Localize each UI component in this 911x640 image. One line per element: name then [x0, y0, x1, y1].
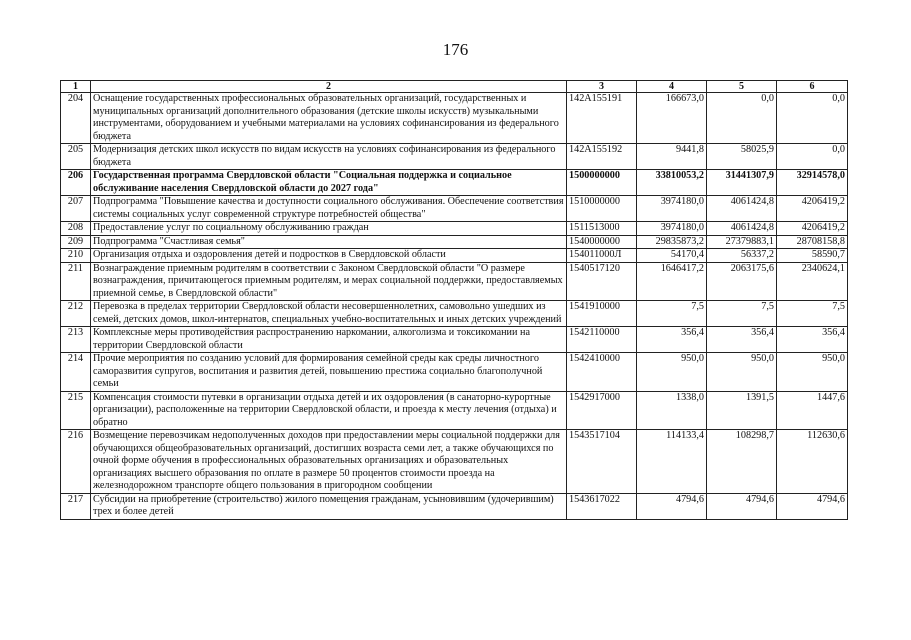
row-value-col4: 33810053,2: [637, 170, 707, 196]
row-value-col6: 950,0: [777, 353, 848, 392]
row-value-col6: 4794,6: [777, 493, 848, 519]
table-row: [61, 144, 848, 170]
row-code: 1540517120: [567, 262, 637, 301]
table-row: [61, 170, 848, 196]
row-code: 142А155191: [567, 93, 637, 144]
row-number: 214: [61, 353, 91, 392]
header-col-4: 4: [637, 81, 707, 93]
row-name: Возмещение перевозчикам недополученных доходов при предоставлении меры социальной поддержки для обучающихся общеобразовательных организаций, достигших возраста семи лет, а также обучающихся по очной форме обучения в профессиональных образовательных организациях и образовательных организациях высшего образования по оплате в размере 50 процентов стоимости проезда на железнодорожном транспорте общего пользования в пригородном сообщении: [91, 430, 567, 494]
header-col-2: 2: [91, 81, 567, 93]
row-value-col6: 4206419,2: [777, 196, 848, 222]
table-row: [61, 327, 848, 353]
row-value-col4: 356,4: [637, 327, 707, 353]
budget-table: [60, 80, 848, 520]
table-row: [61, 222, 848, 236]
row-value-col5: 356,4: [707, 327, 777, 353]
row-code: 1542410000: [567, 353, 637, 392]
row-value-col4: 1646417,2: [637, 262, 707, 301]
row-name: Комплексные меры противодействия распространению наркомании, алкоголизма и токсикомании на территории Свердловской области: [91, 327, 567, 353]
row-name: Подпрограмма "Повышение качества и доступности социального обслуживания. Обеспечение соответствия системы социальных услуг современной структуре потребностей общества": [91, 196, 567, 222]
row-value-col5: 31441307,9: [707, 170, 777, 196]
row-value-col5: 56337,2: [707, 249, 777, 263]
row-value-col6: 4206419,2: [777, 222, 848, 236]
table-row: [61, 391, 848, 430]
row-number: 210: [61, 249, 91, 263]
row-number: 211: [61, 262, 91, 301]
row-value-col5: 7,5: [707, 301, 777, 327]
row-value-col4: 9441,8: [637, 144, 707, 170]
row-code: 142А155192: [567, 144, 637, 170]
row-name: Модернизация детских школ искусств по видам искусств на условиях софинансирования из федерального бюджета: [91, 144, 567, 170]
row-name: Перевозка в пределах территории Свердловской области несовершеннолетних, самовольно ушедших из семей, детских домов, школ-интернатов, специальных учебно-воспитательных и иных детских учреждений: [91, 301, 567, 327]
row-code: 1540000000: [567, 235, 637, 249]
row-value-col4: 950,0: [637, 353, 707, 392]
row-value-col4: 3974180,0: [637, 222, 707, 236]
row-code: 1543517104: [567, 430, 637, 494]
row-value-col4: 1338,0: [637, 391, 707, 430]
row-name: Оснащение государственных профессиональных образовательных организаций, государственных и муниципальных организаций дополнительного образования (детские школы искусств) музыкальными инструментами, оборудованием и учебными материалами на условиях софинансирования из федерального бюджета: [91, 93, 567, 144]
row-name: Компенсация стоимости путевки в организации отдыха детей и их оздоровления (в санаторно-курортные организации), расположенные на территории Свердловской области, и проезда к месту лечения (отдыха) и обратно: [91, 391, 567, 430]
table-header-row: [61, 81, 848, 93]
row-value-col4: 166673,0: [637, 93, 707, 144]
row-number: 212: [61, 301, 91, 327]
row-value-col6: 32914578,0: [777, 170, 848, 196]
table-row: [61, 301, 848, 327]
row-number: 213: [61, 327, 91, 353]
row-value-col6: 28708158,8: [777, 235, 848, 249]
row-value-col6: 2340624,1: [777, 262, 848, 301]
row-value-col5: 0,0: [707, 93, 777, 144]
row-code: 1542110000: [567, 327, 637, 353]
header-col-1: 1: [61, 81, 91, 93]
row-value-col5: 4794,6: [707, 493, 777, 519]
row-value-col6: 58590,7: [777, 249, 848, 263]
row-value-col5: 1391,5: [707, 391, 777, 430]
row-value-col4: 114133,4: [637, 430, 707, 494]
row-code: 1542917000: [567, 391, 637, 430]
table-row: [61, 430, 848, 494]
table-row: [61, 235, 848, 249]
table-row: [61, 93, 848, 144]
row-number: 204: [61, 93, 91, 144]
row-name: Субсидии на приобретение (строительство) жилого помещения гражданам, усыновившим (удочерившим) трех и более детей: [91, 493, 567, 519]
table-row: [61, 353, 848, 392]
row-value-col6: 7,5: [777, 301, 848, 327]
row-code: 1500000000: [567, 170, 637, 196]
row-code: 1543617022: [567, 493, 637, 519]
table-row: [61, 249, 848, 263]
row-number: 209: [61, 235, 91, 249]
row-name: Прочие мероприятия по созданию условий для формирования семейной среды как среды личностного саморазвития супругов, воспитания и развития детей, повышению престижа социально благополучной семьи: [91, 353, 567, 392]
row-name: Вознаграждение приемным родителям в соответствии с Законом Свердловской области "О размере вознаграждения, причитающегося приемным родителям, и мерах социальной поддержки, предоставляемых приемной семье, в Свердловской области": [91, 262, 567, 301]
table-body: [61, 93, 848, 520]
row-value-col5: 2063175,6: [707, 262, 777, 301]
row-value-col5: 27379883,1: [707, 235, 777, 249]
row-value-col4: 54170,4: [637, 249, 707, 263]
row-value-col4: 7,5: [637, 301, 707, 327]
row-number: 205: [61, 144, 91, 170]
row-code: 1510000000: [567, 196, 637, 222]
row-code: 1541910000: [567, 301, 637, 327]
row-value-col6: 1447,6: [777, 391, 848, 430]
header-col-6: 6: [777, 81, 848, 93]
row-number: 215: [61, 391, 91, 430]
row-name: Государственная программа Свердловской области "Социальная поддержка и социальное обслуживание населения Свердловской области до 2027 года": [91, 170, 567, 196]
row-code: 154011000Л: [567, 249, 637, 263]
table-row: [61, 262, 848, 301]
row-value-col6: 112630,6: [777, 430, 848, 494]
page-number: 176: [442, 40, 469, 59]
row-value-col6: 0,0: [777, 93, 848, 144]
table-row: [61, 493, 848, 519]
row-number: 216: [61, 430, 91, 494]
row-number: 207: [61, 196, 91, 222]
row-value-col5: 4061424,8: [707, 222, 777, 236]
row-value-col5: 108298,7: [707, 430, 777, 494]
row-name: Подпрограмма "Счастливая семья": [91, 235, 567, 249]
row-number: 217: [61, 493, 91, 519]
row-value-col5: 4061424,8: [707, 196, 777, 222]
row-value-col5: 58025,9: [707, 144, 777, 170]
row-name: Предоставление услуг по социальному обслуживанию граждан: [91, 222, 567, 236]
row-value-col4: 4794,6: [637, 493, 707, 519]
row-number: 208: [61, 222, 91, 236]
row-name: Организация отдыха и оздоровления детей и подростков в Свердловской области: [91, 249, 567, 263]
header-col-5: 5: [707, 81, 777, 93]
row-value-col4: 3974180,0: [637, 196, 707, 222]
table-row: [61, 196, 848, 222]
row-value-col6: 356,4: [777, 327, 848, 353]
row-number: 206: [61, 170, 91, 196]
row-value-col4: 29835873,2: [637, 235, 707, 249]
row-code: 1511513000: [567, 222, 637, 236]
header-col-3: 3: [567, 81, 637, 93]
row-value-col5: 950,0: [707, 353, 777, 392]
row-value-col6: 0,0: [777, 144, 848, 170]
